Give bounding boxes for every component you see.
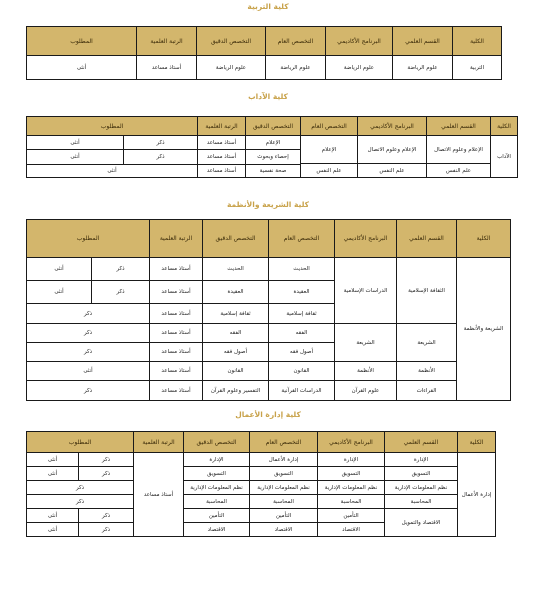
cell-required-female: أنثى (27, 523, 79, 537)
header-rank: الرتبة العلمية (137, 27, 197, 56)
header-required: المطلوب (27, 117, 198, 136)
cell-general: الحديث (269, 258, 335, 281)
cell-department: القراءات (397, 381, 457, 401)
cell-required-female: أنثى (27, 258, 92, 281)
header-rank: الرتبة العلمية (134, 432, 184, 453)
cell-rank: أستاذ مساعد (198, 150, 246, 165)
cell-required-male: ذكر (79, 523, 134, 537)
header-department: القسم العلمي (385, 432, 458, 453)
cell-college: إدارة الأعمال (458, 453, 496, 537)
header-program: البرنامج الأكاديمي (318, 432, 385, 453)
header-department: القسم العلمي (393, 27, 453, 56)
cell-college: الآداب (491, 136, 518, 178)
cell-program: الإدارة (318, 453, 385, 467)
cell-specific: الاقتصاد (184, 523, 250, 537)
cell-general: علوم الرياضة (266, 56, 326, 80)
header-specific: التخصص الدقيق (203, 220, 269, 258)
header-program: البرنامج الأكاديمي (326, 27, 393, 56)
cell-general: أصول فقه (269, 343, 335, 362)
cell-program: علوم القرآن (335, 381, 397, 401)
cell-general: نظم المعلومات الإدارية (250, 481, 318, 495)
cell-rank: أستاذ مساعد (150, 304, 203, 324)
cell-program: نظم المعلومات الإدارية (318, 481, 385, 495)
header-required: المطلوب (27, 432, 134, 453)
cell-required: ذكر (27, 343, 150, 362)
header-college: الكلية (458, 432, 496, 453)
cell-required: ذكر (27, 481, 134, 495)
cell-general: التأمين (250, 509, 318, 523)
cell-rank: أستاذ مساعد (150, 281, 203, 304)
header-program: البرنامج الأكاديمي (358, 117, 427, 136)
cell-program: التأمين (318, 509, 385, 523)
cell-college: التربية (453, 56, 502, 80)
cell-required-female: أنثى (27, 467, 79, 481)
cell-required-male: ذكر (124, 136, 198, 150)
header-required: المطلوب (27, 27, 137, 56)
cell-rank: أستاذ مساعد (198, 136, 246, 150)
cell-specific: المحاسبة (184, 495, 250, 509)
cell-general: القانون (269, 362, 335, 381)
cell-specific: الإعلام (246, 136, 301, 150)
cell-department: التسويق (385, 467, 458, 481)
cell-program: الشريعة (335, 324, 397, 362)
header-college: الكلية (457, 220, 511, 258)
table-arts (26, 116, 518, 178)
cell-required-male: ذكر (124, 150, 198, 165)
cell-program: التسويق (318, 467, 385, 481)
cell-general: الدراسات القرآنية (269, 381, 335, 401)
header-general: التخصص العام (269, 220, 335, 258)
cell-general: الاقتصاد (250, 523, 318, 537)
section-title-education: كلية التربية (247, 2, 289, 11)
cell-specific: التأمين (184, 509, 250, 523)
cell-program: علوم الرياضة (326, 56, 393, 80)
section-title-arts: كلية الآداب (248, 92, 288, 101)
cell-general: التسويق (250, 467, 318, 481)
cell-program: الاقتصاد (318, 523, 385, 537)
cell-required-male: ذكر (92, 258, 150, 281)
header-department: القسم العلمي (397, 220, 457, 258)
header-program: البرنامج الأكاديمي (335, 220, 397, 258)
section-title-business: كلية إدارة الأعمال (235, 410, 301, 419)
cell-specific: ثقافة إسلامية (203, 304, 269, 324)
cell-program: الإعلام وعلوم الاتصال (358, 136, 427, 164)
cell-general: العقيدة (269, 281, 335, 304)
cell-required-female: أنثى (27, 509, 79, 523)
cell-required: أنثى (27, 165, 198, 178)
cell-rank: أستاذ مساعد (134, 453, 184, 537)
cell-specific: نظم المعلومات الإدارية (184, 481, 250, 495)
cell-general: المحاسبة (250, 495, 318, 509)
cell-rank: أستاذ مساعد (150, 324, 203, 343)
header-college: الكلية (491, 117, 518, 136)
cell-specific: الإدارة (184, 453, 250, 467)
header-required: المطلوب (27, 220, 150, 258)
header-rank: الرتبة العلمية (198, 117, 246, 136)
cell-specific: الحديث (203, 258, 269, 281)
cell-required: أنثى (27, 56, 137, 80)
cell-department: الثقافة الإسلامية (397, 258, 457, 324)
cell-required-male: ذكر (79, 467, 134, 481)
cell-general: ثقافة إسلامية (269, 304, 335, 324)
cell-department: الإدارة (385, 453, 458, 467)
cell-rank: أستاذ مساعد (198, 165, 246, 178)
table-sharia (26, 219, 511, 401)
header-specific: التخصص الدقيق (197, 27, 266, 56)
section-title-sharia: كلية الشريعة والأنظمة (226, 200, 310, 209)
cell-department: المحاسبة (385, 495, 458, 509)
cell-specific: التفسير وعلوم القرآن (203, 381, 269, 401)
cell-rank: أستاذ مساعد (150, 381, 203, 401)
cell-program: علم النفس (358, 164, 427, 178)
cell-required-male: ذكر (79, 453, 134, 467)
cell-rank: أستاذ مساعد (137, 56, 197, 80)
cell-department: الأنظمة (397, 362, 457, 381)
header-specific: التخصص الدقيق (184, 432, 250, 453)
cell-required-female: أنثى (27, 150, 124, 165)
header-department: القسم العلمي (427, 117, 491, 136)
cell-required-female: أنثى (27, 136, 124, 150)
cell-program: الدراسات الإسلامية (335, 258, 397, 324)
cell-specific: الفقه (203, 324, 269, 343)
cell-required-female: أنثى (27, 281, 92, 304)
cell-required: ذكر (27, 324, 150, 343)
cell-rank: أستاذ مساعد (150, 343, 203, 362)
cell-department: الإعلام وعلوم الاتصال (427, 136, 491, 164)
cell-specific: التسويق (184, 467, 250, 481)
cell-specific: صحة نفسية (246, 165, 301, 178)
cell-college: الشريعة والأنظمة (457, 258, 511, 401)
cell-specific: العقيدة (203, 281, 269, 304)
cell-rank: أستاذ مساعد (150, 258, 203, 281)
table-business (26, 431, 496, 537)
cell-department: الاقتصاد والتمويل (385, 509, 458, 537)
table-education (26, 26, 502, 80)
cell-program: الأنظمة (335, 362, 397, 381)
cell-general: الفقه (269, 324, 335, 343)
cell-general: علم النفس (301, 164, 358, 178)
cell-general: الإعلام (301, 136, 358, 164)
cell-department: علم النفس (427, 164, 491, 178)
cell-required-male: ذكر (79, 509, 134, 523)
cell-required: ذكر (27, 495, 134, 509)
header-rank: الرتبة العلمية (150, 220, 203, 258)
header-general: التخصص العام (301, 117, 358, 136)
cell-required-male: ذكر (92, 281, 150, 304)
cell-required: أنثى (27, 362, 150, 381)
cell-department: نظم المعلومات الإدارية (385, 481, 458, 495)
cell-department: الشريعة (397, 324, 457, 362)
cell-required: ذكر (27, 381, 150, 401)
cell-department: علوم الرياضة (393, 56, 453, 80)
cell-required-female: أنثى (27, 453, 79, 467)
header-general: التخصص العام (250, 432, 318, 453)
cell-specific: علوم الرياضة (197, 56, 266, 80)
cell-specific: القانون (203, 362, 269, 381)
cell-program: المحاسبة (318, 495, 385, 509)
header-college: الكلية (453, 27, 502, 56)
cell-specific: إحصاء وبحوث (246, 150, 301, 165)
cell-specific: أصول فقه (203, 343, 269, 362)
cell-required: ذكر (27, 304, 150, 324)
header-specific: التخصص الدقيق (246, 117, 301, 136)
cell-rank: أستاذ مساعد (150, 362, 203, 381)
header-general: التخصص العام (266, 27, 326, 56)
cell-general: إدارة الأعمال (250, 453, 318, 467)
